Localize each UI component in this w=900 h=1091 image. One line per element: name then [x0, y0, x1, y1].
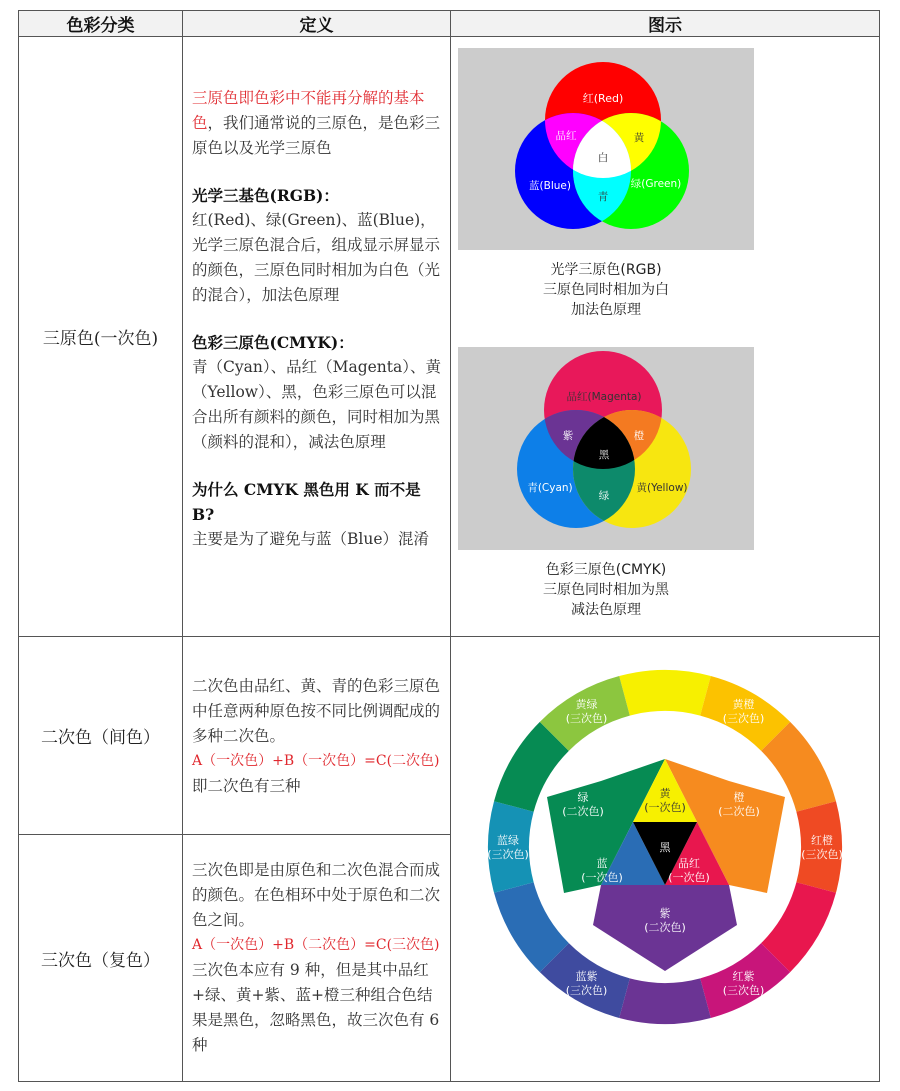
color-wheel-segment-sublabel: (三次色) — [565, 712, 608, 726]
category-primary: 三原色(一次色) — [42, 329, 159, 349]
inner-sublabel: (一次色) — [644, 801, 686, 814]
inner-label: 黑 — [659, 841, 671, 854]
header-illustration: 图示 — [451, 11, 879, 36]
color-wheel-segment-label: 蓝紫 — [575, 969, 598, 983]
category-secondary: 二次色（间色） — [41, 728, 160, 748]
cmyk-caption-line3: 减法色原理 — [571, 602, 641, 618]
color-wheel-segment-sublabel: (三次色) — [565, 983, 608, 997]
rgb-label-red: 红(Red) — [582, 92, 624, 105]
color-wheel-segment-label: 蓝绿 — [497, 834, 519, 847]
inner-label: 橙 — [733, 791, 745, 804]
cmyk-caption-line1: 色彩三原色(CMYK) — [545, 562, 667, 578]
cmyk-venn-diagram — [458, 347, 754, 550]
secondary-text: 二次色由品红、黄、青的色彩三原色中任意两种原色按不同比例调配成的多种二次色。 — [192, 677, 441, 745]
inner-sublabel: (二次色) — [644, 921, 686, 934]
table-border-right — [879, 10, 880, 1082]
color-wheel-segment-sublabel: (三次色) — [487, 848, 529, 861]
tertiary-formula: A（一次色）+B（二次色）=C(三次色) — [192, 937, 440, 953]
header-definition: 定义 — [183, 11, 450, 36]
rgb-label-cyan: 青 — [597, 191, 609, 203]
inner-label: 绿 — [577, 791, 589, 804]
rgb-label-yellow: 黄 — [633, 132, 645, 144]
table-border-bottom — [18, 1081, 880, 1082]
category-tertiary: 三次色（复色） — [41, 950, 160, 971]
color-wheel-segment-sublabel: (三次色) — [722, 712, 765, 726]
secondary-tail: 即二次色有三种 — [192, 777, 301, 795]
color-wheel-segment-label: 黄橙 — [732, 698, 755, 712]
inner-sublabel: (二次色) — [562, 805, 604, 818]
color-wheel-segment-label: 黄绿 — [575, 698, 598, 712]
inner-label: 蓝 — [596, 857, 608, 870]
cmyk-label-cyan: 青(Cyan) — [527, 482, 573, 494]
inner-label: 黄 — [659, 787, 671, 800]
rgb-label-magenta: 品红 — [555, 130, 577, 142]
cmyk-label-green: 绿 — [598, 490, 610, 502]
cmyk-label-orange: 橙 — [633, 430, 645, 442]
primary-intro-rest: ，我们通常说的三原色，是色彩三原色以及光学三原色 — [192, 114, 441, 157]
color-wheel-segment — [619, 978, 711, 1024]
header-category: 色彩分类 — [19, 11, 182, 36]
inner-sublabel: (二次色) — [718, 805, 760, 818]
color-wheel-segment-label: 红橙 — [811, 834, 833, 847]
primary-intro — [192, 86, 444, 161]
why-k-text: 主要是为了避免与蓝（Blue）混淆 — [192, 530, 430, 548]
rgb-text: 红(Red)、绿(Green)、蓝(Blue)，光学三原色混合后，组成显示屏显示的颜色，三原色同时相加为白色（光的混合），加法色原理 — [192, 211, 441, 304]
primary-intro-highlight: 三原色即色彩中不能再分解的基本色 — [192, 89, 425, 132]
tertiary-tail: 三次色本应有 9 种，但是其中品红+绿、黄+紫、蓝+橙三种组合色结果是黑色，忽略黑色，故三次色有 6 种 — [192, 961, 440, 1054]
rgb-caption-line2: 三原色同时相加为白 — [543, 282, 669, 298]
rgb-title: 光学三基色(RGB)： — [192, 186, 339, 205]
cmyk-text: 青（Cyan）、品红（Magenta）、黄（Yellow）、黑，色彩三原色可以混合出所有颜料的颜色，同时相加为黑（颜料的混和），减法色原理 — [192, 358, 441, 451]
color-wheel-segment-sublabel: (三次色) — [722, 983, 765, 997]
rgb-label-green: 绿(Green) — [630, 178, 682, 190]
rgb-caption-line3: 加法色原理 — [571, 302, 641, 318]
definition-secondary — [192, 674, 444, 799]
cmyk-caption-line2: 三原色同时相加为黑 — [543, 582, 669, 598]
definition-primary — [192, 86, 444, 552]
tertiary-text: 三次色即是由原色和二次色混合而成的颜色。在色相环中处于原色和二次色之间。 — [192, 861, 441, 929]
inner-label: 紫 — [659, 907, 671, 920]
inner-label: 品红 — [678, 857, 700, 870]
rgb-label-blue: 蓝(Blue) — [529, 180, 571, 192]
color-wheel-segment — [619, 670, 711, 716]
definition-tertiary — [192, 858, 444, 1058]
table-border-col1 — [182, 10, 183, 1082]
secondary-formula: A（一次色）+B（一次色）=C(二次色) — [192, 753, 440, 769]
why-k-title: 为什么 CMYK 黑色用 K 而不是 B? — [192, 480, 421, 524]
cmyk-label-black: 黑 — [598, 449, 610, 461]
color-wheel-diagram — [451, 637, 879, 1081]
rgb-label-white: 白 — [597, 152, 609, 164]
color-wheel-segment — [488, 801, 534, 893]
cmyk-label-magenta: 品红(Magenta) — [566, 391, 642, 403]
cmyk-label-yellow: 黄(Yellow) — [636, 482, 688, 494]
color-wheel-segment-label: 红紫 — [732, 969, 755, 983]
inner-sublabel: (一次色) — [668, 871, 710, 884]
cmyk-title: 色彩三原色(CMYK)： — [192, 333, 354, 352]
cmyk-label-purple: 紫 — [562, 430, 574, 442]
rgb-venn-diagram — [458, 48, 754, 250]
cmyk-caption — [458, 560, 754, 620]
color-wheel-segment — [796, 801, 842, 893]
color-wheel-segment-sublabel: (三次色) — [801, 848, 843, 861]
rgb-caption — [458, 260, 754, 320]
inner-sublabel: (一次色) — [581, 871, 623, 884]
rgb-caption-line1: 光学三原色(RGB) — [550, 262, 662, 278]
